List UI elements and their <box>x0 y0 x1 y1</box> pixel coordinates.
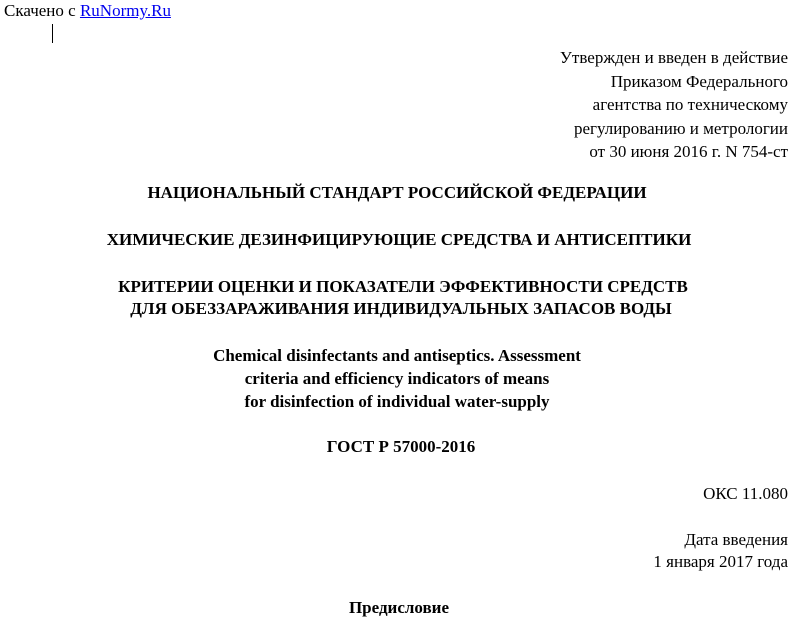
source-attribution <box>4 1 171 21</box>
gost-number: ГОСТ Р 57000-2016 <box>326 437 476 456</box>
approval-line: Приказом Федерального <box>610 71 788 91</box>
oks-code: ОКС 11.080 <box>703 484 788 503</box>
preface-heading: Предисловие <box>348 598 450 617</box>
introduction-date-value: 1 января 2017 года <box>653 552 788 571</box>
standard-title: НАЦИОНАЛЬНЫЙ СТАНДАРТ РОССИЙСКОЙ ФЕДЕРАЦИИ <box>147 183 647 202</box>
introduction-date-label: Дата введения <box>684 530 788 549</box>
approval-block <box>560 46 788 164</box>
approval-line: от 30 июня 2016 г. N 754-ст <box>589 142 788 161</box>
approval-line: агентства по техническому <box>592 95 788 114</box>
criteria-title-line-2: ДЛЯ ОБЕЗЗАРАЖИВАНИЯ ИНДИВИДУАЛЬНЫХ ЗАПАСОВ ВОДЫ <box>130 299 672 318</box>
approval-line: регулированию и метрологии <box>573 118 788 138</box>
english-title-line-3: for disinfection of individual water-supply <box>244 392 550 411</box>
english-title-line-2: criteria and efficiency indicators of means <box>244 369 550 388</box>
english-title-line-1: Chemical disinfectants and antiseptics. Assessment <box>213 346 581 365</box>
text-cursor <box>52 24 53 43</box>
approval-line: Утвержден и введен в действие <box>559 48 788 67</box>
source-prefix: Скачено с <box>4 1 76 20</box>
source-link[interactable]: RuNormy.Ru <box>79 1 171 20</box>
criteria-title-line-1: КРИТЕРИИ ОЦЕНКИ И ПОКАЗАТЕЛИ ЭФФЕКТИВНОСТИ СРЕДСТВ <box>118 277 688 296</box>
subject-title: ХИМИЧЕСКИЕ ДЕЗИНФИЦИРУЮЩИЕ СРЕДСТВА И АНТИСЕПТИКИ <box>106 230 692 249</box>
